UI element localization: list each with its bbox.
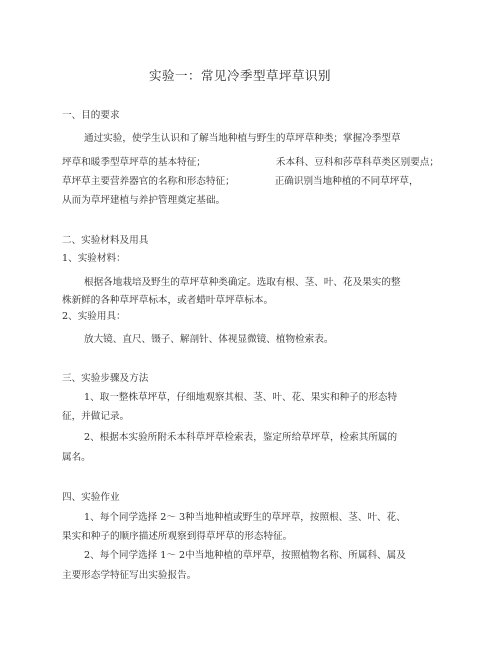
section3-line-3: 2、根据本实验所附禾本科草坪草检索表，鉴定所给草坪草，检索其所属的 [84,432,398,443]
document-title: 实验一：常见冷季型草坪草识别 [148,68,331,83]
section3-line-1: 1、取一整株草坪草，仔细地观察其根、茎、叶、花、果实和种子的形态特 [84,392,398,403]
section3-heading: 三、实验步骤及方法 [62,373,149,384]
section1-line-4: 从而为草坪建植与养护管理奠定基础。 [62,195,226,206]
section4-line-4: 主要形态学特征写出实验报告。 [62,570,197,581]
materials-heading: 1、实验材料： [62,253,126,264]
section4-heading: 四、实验作业 [62,492,120,503]
section3-line-4: 属名。 [62,452,91,463]
tools-line-1: 放大镜、直尺、镊子、解剖针、体视显微镜、植物检索表。 [84,334,334,345]
section4-line-3: 2、每个同学选择 1～ 2中当地种植的草坪草，按照植物名称、所属科、属及 [84,550,406,561]
section1-line-2-part-1: 坪草和暖季型草坪草的基本特征； [62,157,206,168]
section4-line-1: 1、每个同学选择 2～ 3种当地种植或野生的草坪草，按照根、茎、叶、花、 [84,512,406,523]
section1-line-2 [62,157,439,169]
section1-heading: 一、目的要求 [62,110,120,121]
materials-line-1: 根据各地栽培及野生的草坪草种类确定。选取有根、茎、叶、花及果实的整 [84,277,401,288]
section4-line-2: 果实和种子的顺序描述所观察到得草坪草的形态特征。 [62,531,293,542]
section1-line-1: 通过实验，使学生认识和了解当地种植与野生的草坪草种类；掌握冷季型草 [84,133,401,144]
section1-line-2-part-2: 禾本科、豆科和莎草科草类区别要点； [275,157,439,168]
section3-line-2: 征，并做记录。 [62,411,130,422]
section2-heading: 二、实验材料及用具 [62,235,149,246]
section1-line-3-part-1: 草坪草主要营养器官的名称和形态特征； [62,176,235,187]
section1-line-3 [62,176,419,188]
materials-line-2: 株新鲜的各种草坪草标本，或者蜡叶草坪草标本。 [62,295,274,306]
tools-heading: 2、实验用具： [62,311,126,322]
section1-line-3-part-2: 正确识别当地种植的不同草坪草， [274,176,419,187]
